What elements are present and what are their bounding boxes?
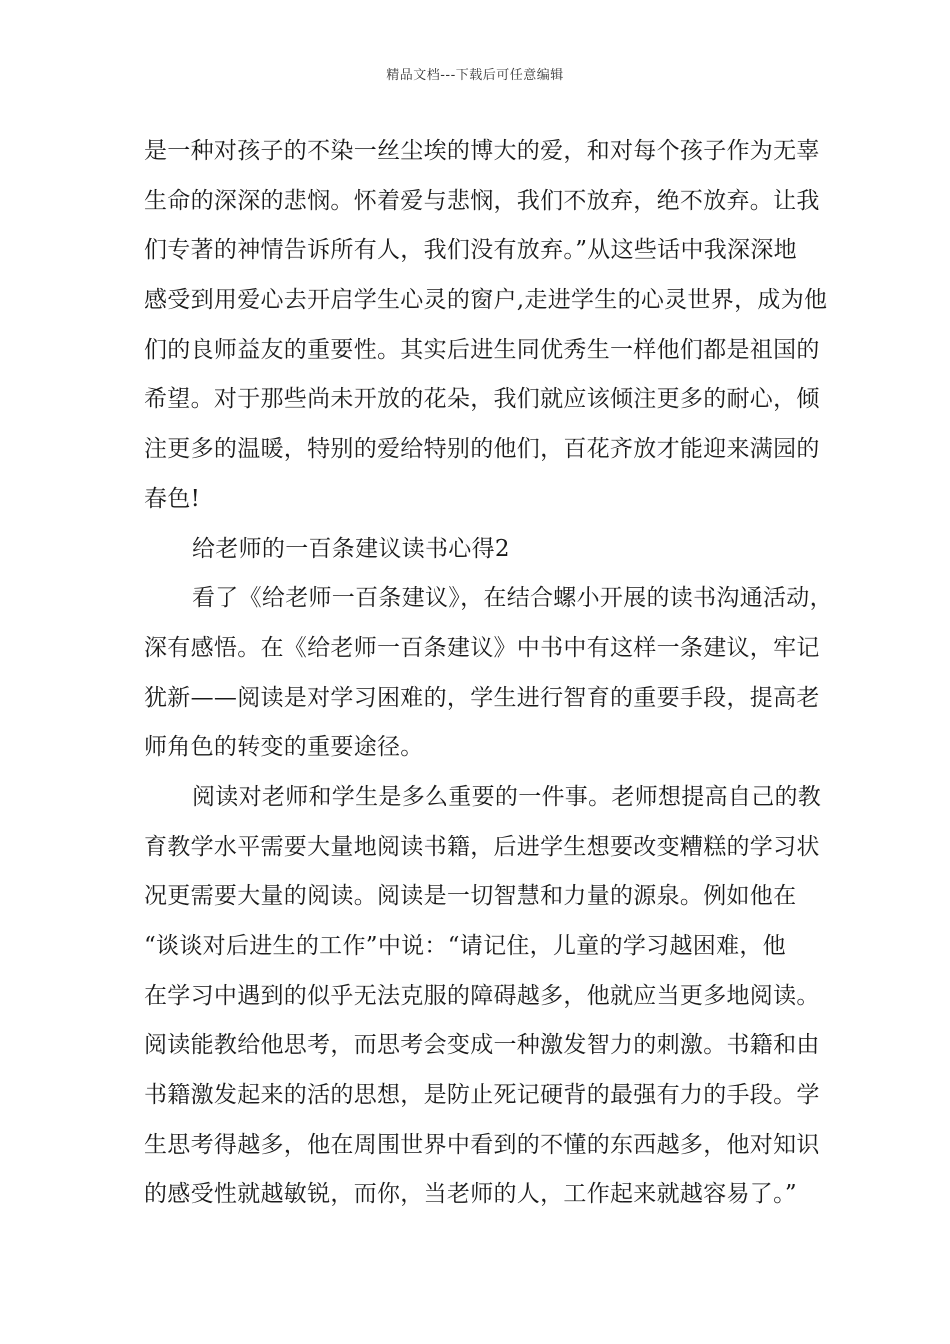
text-line: 感受到用爱心去开启学生心灵的窗户,走进学生的心灵世界，成为他 (144, 287, 828, 314)
text-line: 况更需要大量的阅读。阅读是一切智慧和力量的源泉。例如他在 (144, 883, 797, 910)
text-line: 是一种对孩子的不染一丝尘埃的博大的爱，和对每个孩子作为无辜 (144, 138, 820, 164)
text-line: 生思考得越多，他在周围世界中看到的不懂的东西越多，他对知识 (144, 1131, 820, 1158)
text-line: 生命的深深的悲悯。怀着爱与悲悯，我们不放弃，绝不放弃。让我 (144, 187, 820, 214)
text-line: 们专著的神情告诉所有人，我们没有放弃。”从这些话中我深深地 (144, 237, 797, 264)
text-line: 深有感悟。在《给老师一百条建议》中书中有这样一条建议，牢记 (144, 634, 820, 661)
text-line: 春色! (144, 485, 201, 512)
text-line: 阅读能教给他思考，而思考会变成一种激发智力的刺激。书籍和由 (144, 1032, 820, 1059)
text-line: 书籍激发起来的活的思想，是防止死记硬背的最强有力的手段。学 (144, 1082, 820, 1109)
text-line: 希望。对于那些尚未开放的花朵，我们就应该倾注更多的耐心，倾 (144, 386, 820, 413)
page-header: 精品文档---下载后可任意编辑 (386, 68, 564, 83)
paragraph-first-line: 看了《给老师一百条建议》，在结合螺小开展的读书沟通活动， (192, 585, 833, 612)
text-line: “谈谈对后进生的工作”中说：“请记住，儿童的学习越困难，他 (144, 933, 786, 959)
text-line: 注更多的温暖，特别的爱给特别的他们，百花齐放才能迎来满园的 (144, 436, 820, 463)
text-line: 犹新——阅读是对学习困难的，学生进行智育的重要手段，提高老 (144, 684, 820, 711)
text-line: 们的良师益友的重要性。其实后进生同优秀生一样他们都是祖国的 (144, 336, 820, 363)
document-body (144, 127, 833, 1220)
text-line: 师角色的转变的重要途径。 (144, 734, 424, 761)
text-line: 的感受性就越敏锐，而你，当老师的人，工作起来就越容易了。” (144, 1181, 797, 1208)
text-line: 在学习中遇到的似乎无法克服的障碍越多，他就应当更多地阅读。 (144, 982, 820, 1009)
section-heading: 给老师的一百条建议读书心得2 (192, 535, 510, 562)
paragraph-first-line: 阅读对老师和学生是多么重要的一件事。老师想提高自己的教 (192, 783, 822, 810)
text-line: 育教学水平需要大量地阅读书籍，后进学生想要改变糟糕的学习状 (144, 833, 820, 860)
